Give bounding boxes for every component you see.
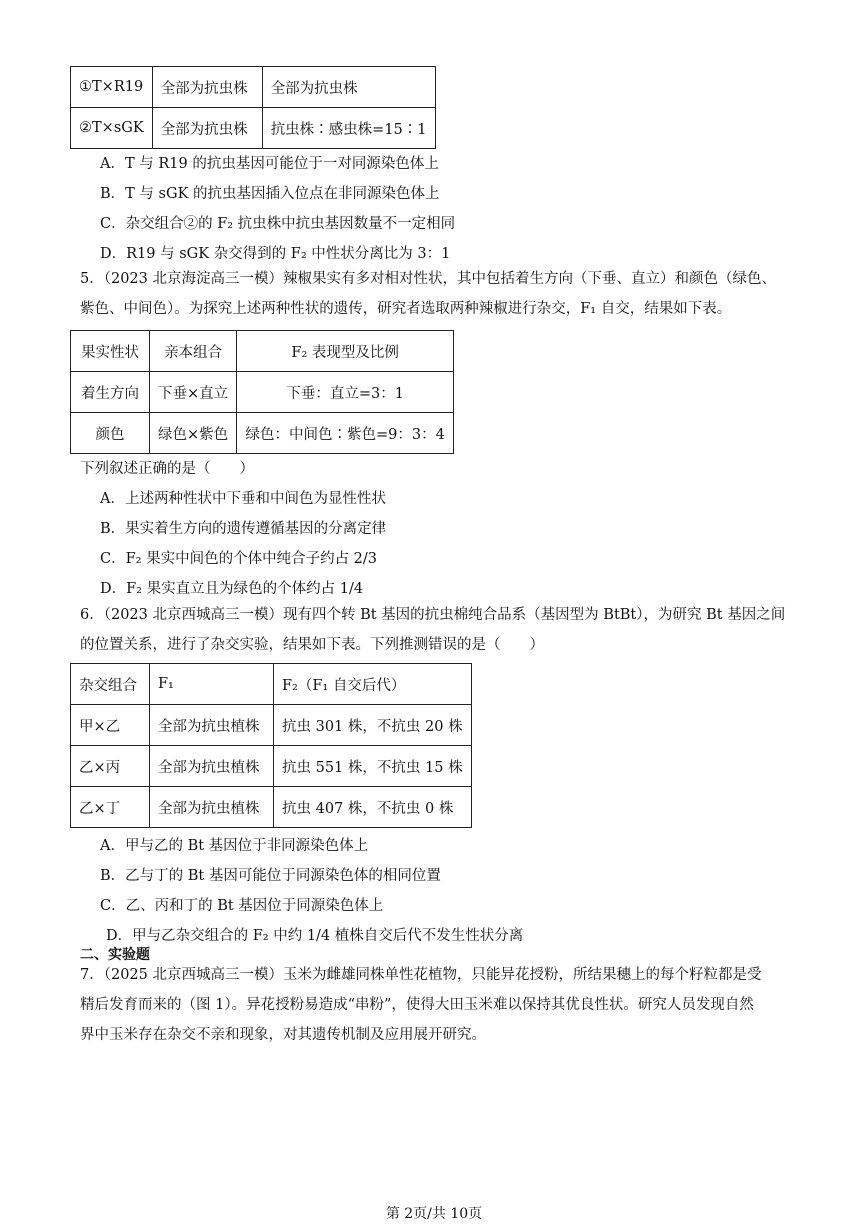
table-row (71, 746, 472, 787)
table-cell: 抗虫 551 株，不抗虫 15 株 (274, 746, 472, 787)
page-footer: 第 2页/共 10页 (385, 1206, 483, 1222)
option-d: D．甲与乙杂交组合的 F₂ 中约 1/4 植株自交后代不发生性状分离 (106, 928, 524, 944)
table-row (71, 67, 436, 108)
table-header: 果实性状 (71, 331, 150, 372)
table-cell: 绿色：中间色∶紫色=9：3：4 (237, 413, 454, 454)
table-cell: 下垂：直立=3：1 (237, 372, 454, 413)
table-cell: 绿色×紫色 (150, 413, 237, 454)
table-cell: 全部为抗虫植株 (150, 787, 274, 828)
stem-line: 6．（2023 北京西城高三一模）现有四个转 Bt 基因的抗虫棉纯合品系（基因型为 BtBt），为研究 Bt 基因之间 (80, 607, 786, 623)
table-cell: 全部为抗虫植株 (150, 746, 274, 787)
table-header: 杂交组合 (71, 664, 150, 705)
table-header: 亲本组合 (150, 331, 237, 372)
pepper-trait-table (70, 330, 454, 454)
option-d: D．R19 与 sGK 杂交得到的 F₂ 中性状分离比为 3：1 (100, 246, 451, 262)
stem-line: 界中玉米存在杂交不亲和现象，对其遗传机制及应用展开研究。 (80, 1027, 486, 1043)
table-cell: 抗虫 407 株，不抗虫 0 株 (274, 787, 472, 828)
option-a: A．T 与 R19 的抗虫基因可能位于一对同源染色体上 (100, 156, 439, 172)
table-cell: 抗虫 301 株，不抗虫 20 株 (274, 705, 472, 746)
option-b: B．果实着生方向的遗传遵循基因的分离定律 (100, 521, 387, 537)
option-c: C．F₂ 果实中间色的个体中纯合子约占 2/3 (100, 551, 378, 567)
table-cell: 乙×丁 (71, 787, 150, 828)
table-header: F₂ 表现型及比例 (237, 331, 454, 372)
table-cell: 全部为抗虫植株 (150, 705, 274, 746)
cross-result-table-q4 (70, 66, 436, 149)
option-b: B．T 与 sGK 的抗虫基因插入位点在非同源染色体上 (100, 186, 440, 202)
table-cell: 抗虫株∶感虫株=15∶1 (262, 108, 435, 149)
table-row (71, 705, 472, 746)
stem-line: 7．（2025 北京西城高三一模）玉米为雌雄同株单性花植物，只能异花授粉，所结果穗上的每个籽粒都是受 (80, 967, 762, 983)
option-c: C．杂交组合②的 F₂ 抗虫株中抗虫基因数量不一定相同 (100, 216, 456, 232)
table-cell: 全部为抗虫株 (152, 67, 262, 108)
table-cell: 颜色 (71, 413, 150, 454)
table-cell: 着生方向 (71, 372, 150, 413)
table-cell: 甲×乙 (71, 705, 150, 746)
option-a: A．上述两种性状中下垂和中间色为显性性状 (100, 491, 386, 507)
table-row (71, 108, 436, 149)
question-5-prompt: 下列叙述正确的是（ ） (80, 461, 254, 477)
question-6-stem (80, 600, 800, 660)
option-d: D．F₂ 果实直立且为绿色的个体约占 1/4 (100, 581, 364, 597)
option-b: B．乙与丁的 Bt 基因可能位于同源染色体的相同位置 (100, 868, 441, 884)
section-title: 二、实验题 (80, 947, 150, 963)
option-c: C．乙、丙和丁的 Bt 基因位于同源染色体上 (100, 898, 384, 914)
table-cell: 全部为抗虫株 (152, 108, 262, 149)
bt-cross-table (70, 663, 472, 828)
table-row (71, 413, 454, 454)
table-cell: ①T×R19 (71, 67, 153, 108)
table-row (71, 787, 472, 828)
table-cell: 全部为抗虫株 (262, 67, 435, 108)
question-5-stem (80, 264, 800, 324)
table-row (71, 372, 454, 413)
table-cell: 下垂×直立 (150, 372, 237, 413)
option-a: A．甲与乙的 Bt 基因位于非同源染色体上 (100, 838, 369, 854)
stem-line: 5．（2023 北京海淀高三一模）辣椒果实有多对相对性状，其中包括着生方向（下垂、直立）和颜色（绿色、 (80, 271, 776, 287)
table-header-row (71, 331, 454, 372)
stem-line: 精后发育而来的（图 1）。异花授粉易造成“串粉”，使得大田玉米难以保持其优良性状。研究人员发现自然 (80, 997, 754, 1013)
table-header-row (71, 664, 472, 705)
question-7-stem (80, 960, 800, 1050)
table-header: F₁ (150, 664, 274, 705)
stem-line: 的位置关系，进行了杂交实验，结果如下表。下列推测错误的是（ ） (80, 637, 544, 653)
table-header: F₂（F₁ 自交后代） (274, 664, 472, 705)
stem-line: 紫色、中间色）。为探究上述两种性状的遗传，研究者选取两种辣椒进行杂交，F₁ 自交，结果如下表。 (80, 301, 732, 317)
table-cell: ②T×sGK (71, 108, 153, 149)
table-cell: 乙×丙 (71, 746, 150, 787)
